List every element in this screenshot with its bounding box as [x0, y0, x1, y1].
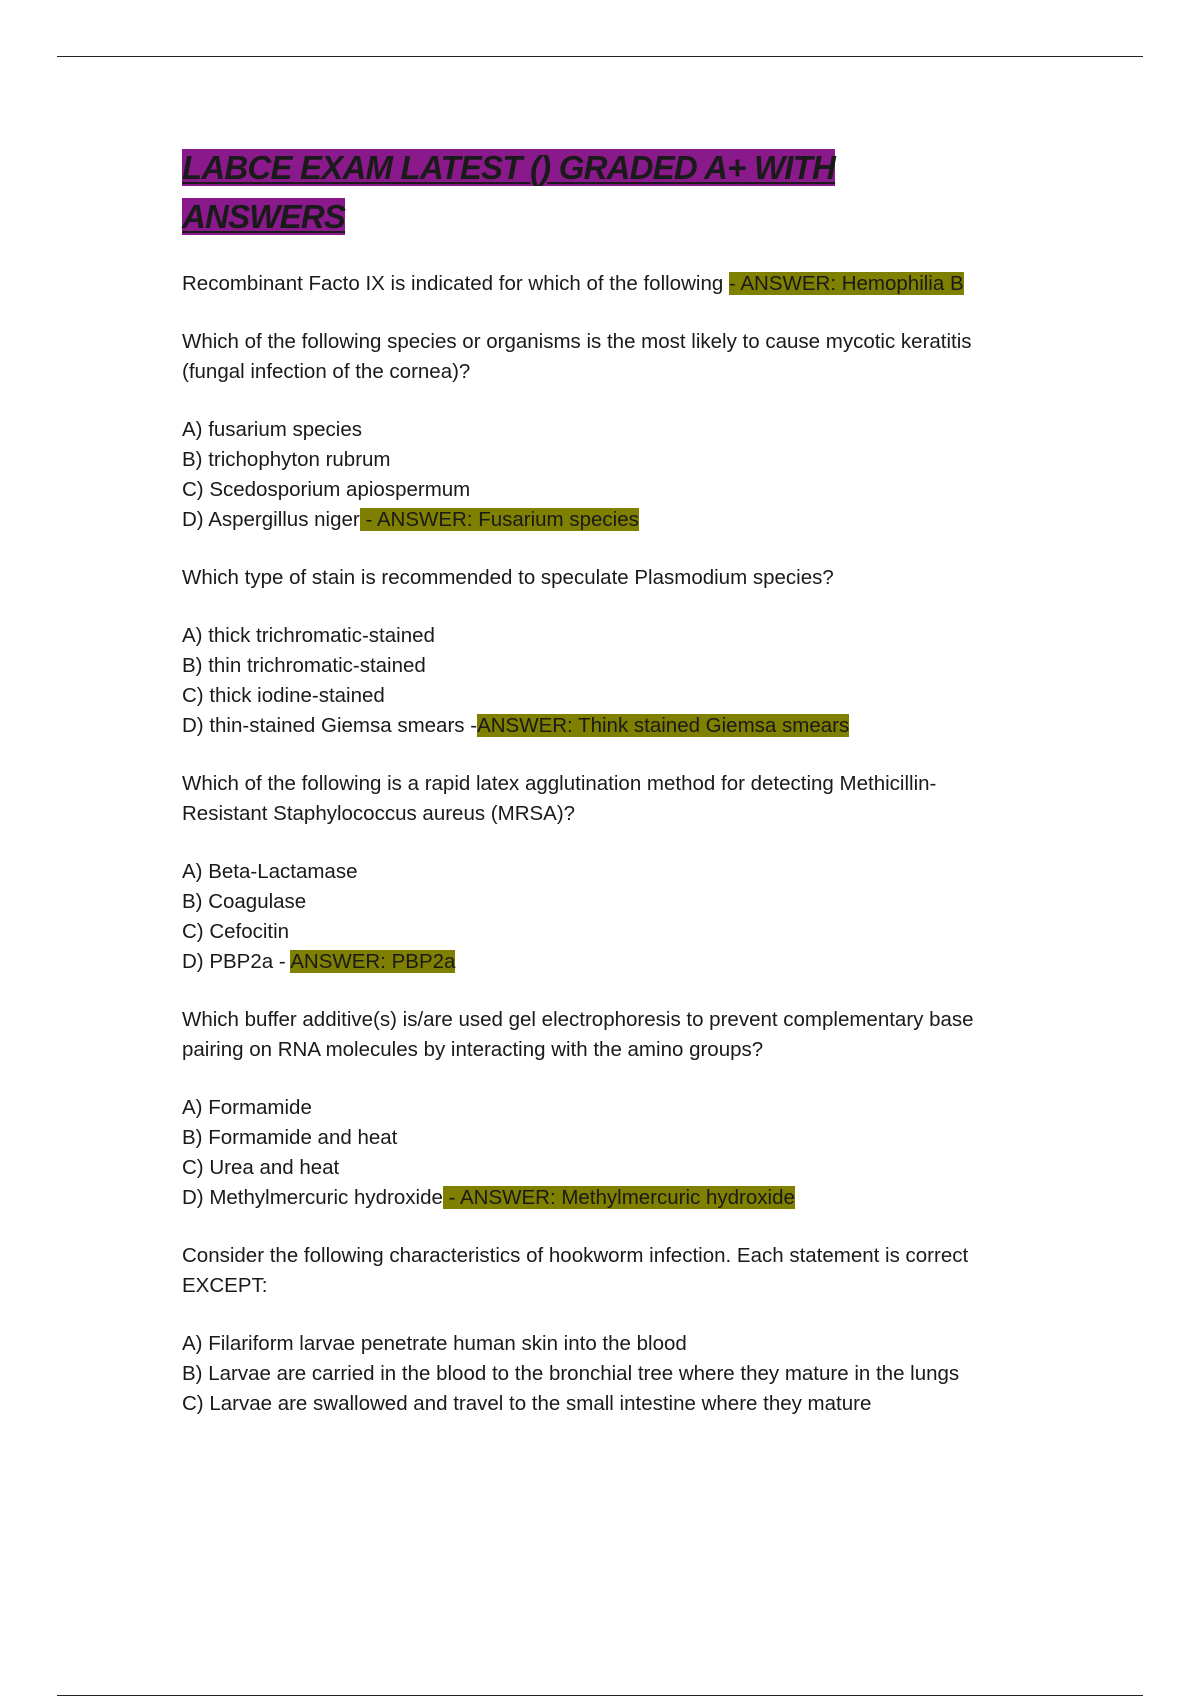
- title-line-1: LABCE EXAM LATEST () GRADED A+ WITH: [182, 149, 836, 186]
- question-3-option-a: A) thick trichromatic-stained: [182, 624, 435, 647]
- question-3-option-b: B) thin trichromatic-stained: [182, 654, 426, 677]
- question-6-option-b: B) Larvae are carried in the blood to the bronchial tree where they mature in the lungs: [182, 1362, 960, 1385]
- question-3-option-d: [182, 711, 1012, 741]
- question-1-answer: - ANSWER: Hemophilia B: [728, 272, 964, 295]
- question-6-text: Consider the following characteristics of hookworm infection. Each statement is correct EXCEPT:: [182, 1244, 969, 1297]
- question-5-option-d-text: D) Methylmercuric hydroxide: [182, 1186, 443, 1209]
- question-5-options: [182, 1093, 1012, 1213]
- question-1: [182, 269, 1012, 299]
- question-5-option-a: A) Formamide: [182, 1096, 312, 1119]
- question-1-text: Recombinant Facto IX is indicated for which of the following: [182, 272, 729, 295]
- question-6-options: [182, 1329, 1012, 1419]
- page-title: [182, 143, 1012, 241]
- question-6-option-a: A) Filariform larvae penetrate human skin into the blood: [182, 1332, 687, 1355]
- question-5-option-d: [182, 1183, 1012, 1213]
- question-2-option-a: A) fusarium species: [182, 418, 363, 441]
- question-4-option-b: B) Coagulase: [182, 890, 307, 913]
- question-4-text: Which of the following is a rapid latex agglutination method for detecting Methicillin-Resistant Staphylococcus aureus (MRSA)?: [182, 772, 937, 825]
- question-4-option-a: A) Beta-Lactamase: [182, 860, 358, 883]
- question-4-option-c: C) Cefocitin: [182, 920, 290, 943]
- top-rule: [57, 56, 1143, 57]
- question-3-option-d-text: D) thin-stained Giemsa smears -: [182, 714, 478, 737]
- question-4-option-d-text: D) PBP2a -: [182, 950, 286, 973]
- question-2-option-d: [182, 505, 1012, 535]
- question-6-option-c: C) Larvae are swallowed and travel to the small intestine where they mature: [182, 1392, 872, 1415]
- question-3-options: [182, 621, 1012, 741]
- question-3-text: Which type of stain is recommended to speculate Plasmodium species?: [182, 566, 834, 589]
- document-body: [182, 143, 1012, 1419]
- question-2-text: Which of the following species or organisms is the most likely to cause mycotic keratitis (fungal infection of the cornea)?: [182, 330, 972, 383]
- question-2-answer: - ANSWER: Fusarium species: [359, 508, 639, 531]
- question-4-answer: ANSWER: PBP2a: [290, 950, 456, 973]
- question-3-option-c: C) thick iodine-stained: [182, 684, 385, 707]
- question-2-option-b: B) trichophyton rubrum: [182, 448, 391, 471]
- question-5-text: Which buffer additive(s) is/are used gel electrophoresis to prevent complementary base pairing on RNA molecules by interacting with the amino groups?: [182, 1008, 974, 1061]
- bottom-rule: [57, 1695, 1143, 1696]
- question-5-option-b: B) Formamide and heat: [182, 1126, 398, 1149]
- question-5-option-c: C) Urea and heat: [182, 1156, 340, 1179]
- question-2-option-c: C) Scedosporium apiospermum: [182, 478, 471, 501]
- question-3-answer: ANSWER: Think stained Giemsa smears: [477, 714, 850, 737]
- question-5-answer: - ANSWER: Methylmercuric hydroxide: [442, 1186, 795, 1209]
- title-line-2: ANSWERS: [182, 198, 346, 235]
- question-2-option-d-text: D) Aspergillus niger: [182, 508, 360, 531]
- question-4-option-d: [182, 947, 1012, 977]
- question-2-options: [182, 415, 1012, 535]
- question-4-options: [182, 857, 1012, 977]
